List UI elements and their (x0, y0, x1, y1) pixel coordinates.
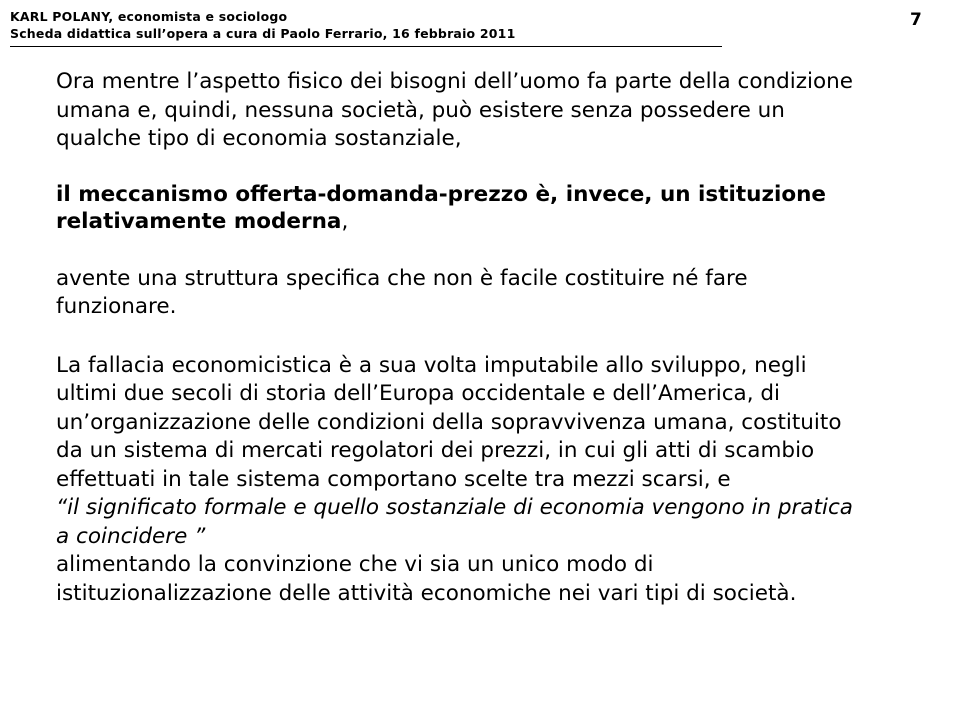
paragraph-1: Ora mentre l’aspetto fisico dei bisogni dell’uomo fa parte della condizione umana e, quindi, nessuna società, può esistere senza possedere un qualche tipo di economia sostanziale, (56, 69, 854, 151)
slide-body (56, 62, 886, 608)
paragraph-4-quote: “il significato formale e quello sostanziale di economia vengono in pratica a coincidere ” (56, 495, 853, 549)
paragraph-4-part-1: La fallacia economicistica è a sua volta imputabile allo sviluppo, negli ultimi due secoli di storia dell’Europa occidentale e dell’America, di un’organizzazione delle condizioni della sopravvivenza umana, costituito da un sistema di mercati regolatori dei prezzi, in cui gli atti di scambio effettuati in tale sistema comportano scelte tra mezzi scarsi, e (56, 352, 842, 492)
paragraph-2 (56, 181, 846, 235)
paragraph-4-part-2: alimentando la convinzione che vi sia un unico modo di istituzionalizzazione delle attività economiche nei vari tipi di società. (56, 552, 797, 606)
paragraph-2-bold: il meccanismo offerta-domanda-prezzo è, invece, un istituzione relativamente moderna (56, 181, 827, 234)
header-divider (10, 46, 722, 47)
header-title-line: KARL POLANY, economista e sociologo (10, 9, 288, 24)
slide-header (10, 8, 710, 42)
header-subtitle-line: Scheda didattica sull’opera a cura di Paolo Ferrario, 16 febbraio 2011 (10, 26, 516, 41)
paragraph-3: avente una struttura specifica che non è facile costituire né fare funzionare. (56, 265, 748, 319)
page-number: 7 (910, 10, 922, 30)
paragraph-2-tail: , (341, 208, 349, 234)
paragraph-4-block (56, 352, 866, 609)
